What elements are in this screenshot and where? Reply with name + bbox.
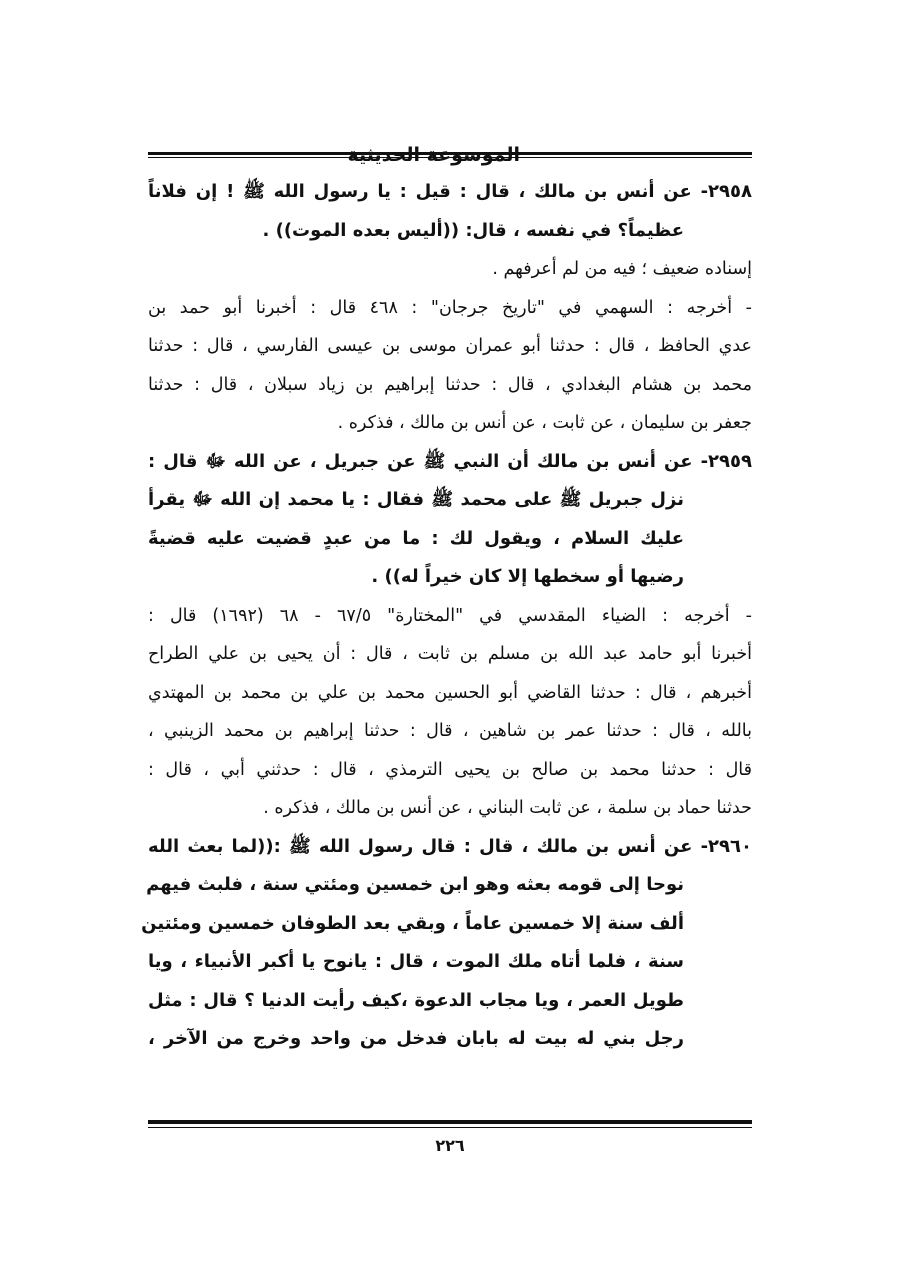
header-rule-left xyxy=(148,152,580,158)
hadith-2959-line-3: عليك السلام ، ويقول لك : ما من عبدٍ قضيت عليه قضيةً xyxy=(148,527,684,549)
hadith-2960-line-3: ألف سنة إلا خمسين عاماً ، وبقي بعد الطوفان خمسين ومئتين xyxy=(141,912,684,934)
page-number: ٢٢٦ xyxy=(435,1136,465,1155)
footer-rule xyxy=(148,1120,752,1128)
takhrij-2959-line-2: أخبرنا أبو حامد عبد الله بن مسلم بن ثابت ، قال : أن يحيى بن علي الطراح xyxy=(148,644,752,664)
takhrij-2958-line-4: جعفر بن سليمان ، عن ثابت ، عن أنس بن مالك ، فذكره . xyxy=(337,413,752,433)
page-body xyxy=(141,173,752,1059)
hadith-2960-line-4: سنة ، فلما أتاه ملك الموت ، قال : يانوح يا أكبر الأنبياء ، ويا xyxy=(148,951,684,972)
takhrij-2959-line-5: قال : حدثنا محمد بن صالح بن يحيى الترمذي ، قال : حدثني أبي ، قال : xyxy=(148,759,752,780)
hadith-2960-line-1: ٢٩٦٠- عن أنس بن مالك ، قال : قال رسول الله ﷺ :((لما بعث الله xyxy=(148,835,752,857)
header-title: الموسوعة الحديثية xyxy=(347,144,520,166)
takhrij-2958-line-2: عدي الحافظ ، قال : حدثنا أبو عمران موسى بن عيسى الفارسي ، قال : حدثنا xyxy=(148,336,752,356)
takhrij-2958-line-1: - أخرجه : السهمي في "تاريخ جرجان" : ٤٦٨ قال : أخبرنا أبو حمد بن xyxy=(148,297,752,318)
takhrij-2959-line-1: - أخرجه : الضياء المقدسي في "المختارة" ٦٧/٥ - ٦٨ (١٦٩٢) قال : xyxy=(148,605,752,626)
takhrij-2958-line-3: محمد بن هشام البغدادي ، قال : حدثنا إبراهيم بن زياد سبلان ، قال : حدثنا xyxy=(148,374,752,395)
takhrij-2959-line-3: أخبرهم ، قال : حدثنا القاضي أبو الحسين محمد بن علي بن محمد بن المهتدي xyxy=(148,682,752,703)
isnad-grade: إسناده ضعيف ؛ فيه من لم أعرفهم . xyxy=(492,259,752,279)
hadith-2958-line-2: عظيماً؟ في نفسه ، قال: ((أليس بعده الموت)) . xyxy=(262,219,684,241)
hadith-2959-line-1: ٢٩٥٩- عن أنس بن مالك أن النبي ﷺ عن جبريل ، عن الله ﷻ قال : xyxy=(148,450,752,472)
hadith-2959-line-4: رضيها أو سخطها إلا كان خيراً له)) . xyxy=(371,566,684,587)
hadith-2960-line-5: طويل العمر ، ويا مجاب الدعوة ،كيف رأيت الدنيا ؟ قال : مثل xyxy=(148,989,684,1011)
hadith-2959-line-2: نزل جبريل ﷺ على محمد ﷺ فقال : يا محمد إن الله ﷻ يقرأ xyxy=(148,489,684,510)
takhrij-2959-line-4: بالله ، قال : حدثنا عمر بن شاهين ، قال : حدثنا إبراهيم بن محمد الزينبي ، xyxy=(148,721,752,741)
hadith-2960-line-2: نوحا إلى قومه بعثه وهو ابن خمسين ومئتي سنة ، فلبث فيهم xyxy=(146,874,684,895)
takhrij-2959-line-6: حدثنا حماد بن سلمة ، عن ثابت البناني ، عن أنس بن مالك ، فذكره . xyxy=(263,798,752,818)
hadith-2958-line-1: ٢٩٥٨- عن أنس بن مالك ، قال : قيل : يا رسول الله ﷺ ! إن فلاناً xyxy=(148,181,752,202)
hadith-2960-line-6: رجل بني له بيت له بابان فدخل من واحد وخرج من الآخر ، xyxy=(148,1028,684,1049)
page-header xyxy=(148,140,752,174)
